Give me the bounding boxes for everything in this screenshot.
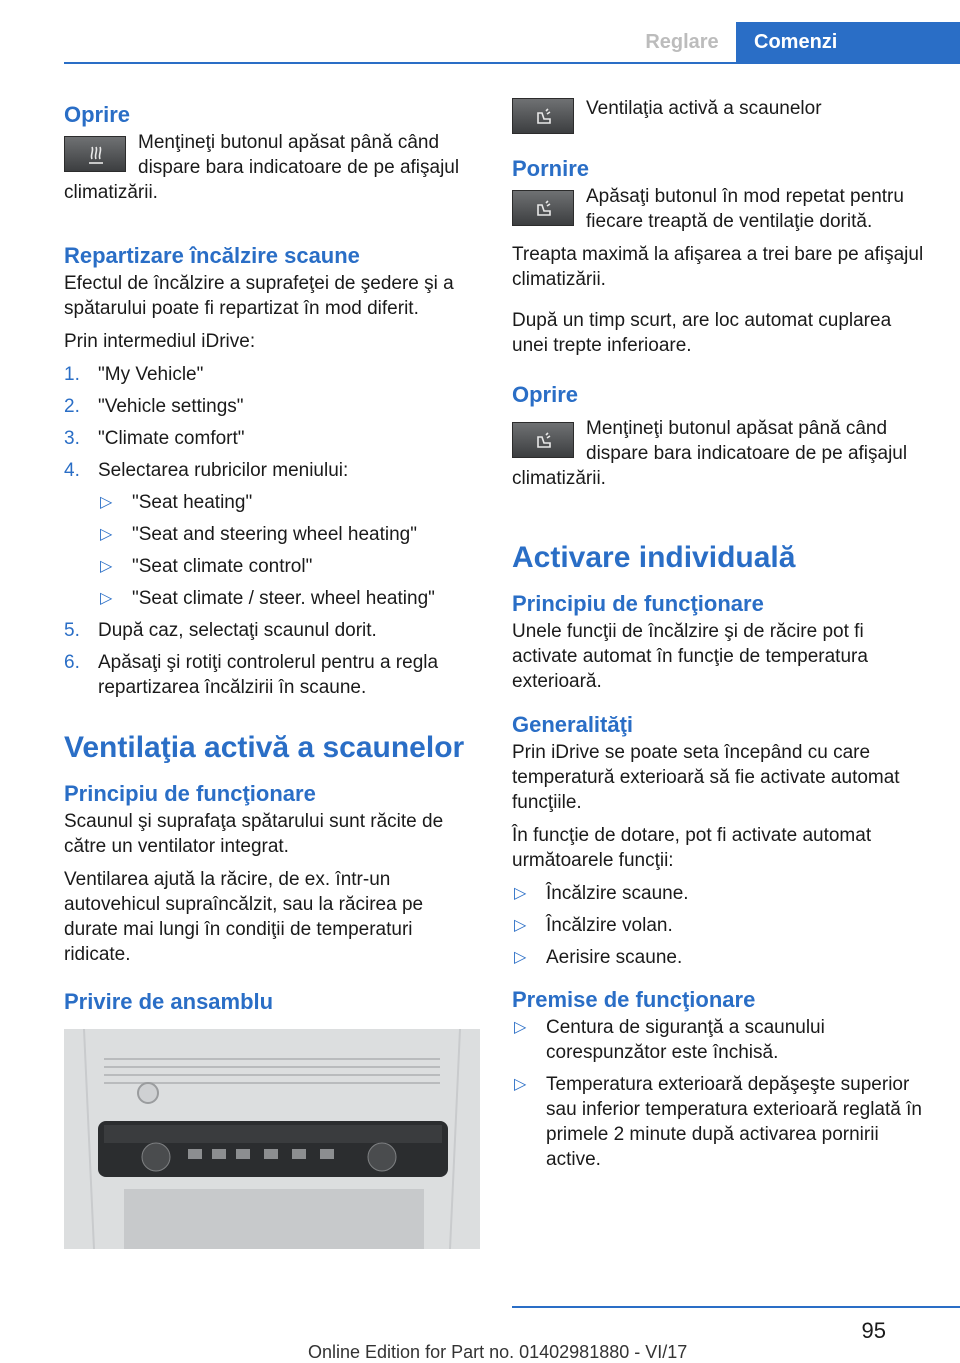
list-item: ▷ Centura de siguranţă a scaunului corespunzător este închisă. <box>514 1017 825 1063</box>
steps-list <box>64 362 476 483</box>
triangle-bullet-icon: ▷ <box>514 1019 527 1036</box>
principiu-text-2: Ventilarea ajută la răcire, de ex. într-un autovehicul supraîncălzit, sau la răcirea pe durate mai lungi în condiţii de temperaturi ridicate. <box>64 869 424 965</box>
triangle-bullet-icon: ▷ <box>514 885 527 902</box>
substeps-list <box>64 490 476 611</box>
principiu-text-1: Scaunul şi suprafaţa spătarului sunt răcite de către un ventilator integrat. <box>64 811 444 857</box>
repartizare-text: Efectul de încălzire a suprafeţei de şedere şi a spătarului poate fi repartizat în mod diferit. <box>64 273 454 319</box>
list-item: ▷ Încălzire scaune. <box>514 883 689 904</box>
privire-heading: Privire de ansamblu <box>64 989 274 1014</box>
seat-heating-button-icon <box>64 136 126 172</box>
pornire-text: Apăsaţi butonul în mod repetat pentru fiecare treaptă de ventilaţie dorită. <box>586 186 904 232</box>
left-column <box>64 100 476 1249</box>
treapta-text: Treapta maximă la afişarea a trei bare pe afişajul climatizării. <box>512 244 924 290</box>
principiu-heading: Principiu de funcţionare <box>64 781 316 806</box>
premise-list <box>512 1015 926 1172</box>
triangle-bullet-icon: ▷ <box>100 494 113 511</box>
triangle-bullet-icon: ▷ <box>514 949 527 966</box>
triangle-bullet-icon: ▷ <box>514 917 527 934</box>
tab-reglare[interactable]: Reglare <box>645 31 719 53</box>
ventilation-icon-block <box>512 92 926 136</box>
triangle-bullet-icon: ▷ <box>514 1076 527 1093</box>
list-item: ▷ "Seat heating" <box>100 492 253 513</box>
list-item: 3. "Climate comfort" <box>64 428 245 449</box>
principiu-text-right: Unele funcţii de încălzire şi de răcire pot fi activate automat în funcţie de temperatura exterioară. <box>512 621 868 692</box>
footer-rule <box>512 1306 960 1308</box>
ventilatie-heading: Ventilaţia activă a scaunelor <box>64 731 465 764</box>
oprire-heading-right: Oprire <box>512 382 579 407</box>
list-item: ▷ Încălzire volan. <box>514 915 673 936</box>
list-item: 6. Apăsaţi şi rotiţi controlerul pentru a regla repartizarea încălzirii în scaune. <box>64 652 439 698</box>
oprire-text: Menţineţi butonul apăsat până când dispare bara indicatoare de pe afişajul climatizării. <box>64 132 460 203</box>
idrive-intro: Prin intermediul iDrive: <box>64 331 256 352</box>
list-item: ▷ "Seat climate control" <box>100 556 313 577</box>
page-number: 95 <box>861 1318 886 1343</box>
oprire-heading: Oprire <box>64 102 131 127</box>
triangle-bullet-icon: ▷ <box>100 526 113 543</box>
ventilation-caption: Ventilaţia activă a scaunelor <box>586 98 822 119</box>
premise-heading: Premise de funcţionare <box>512 987 756 1012</box>
list-item: ▷ "Seat climate / steer. wheel heating" <box>100 588 435 609</box>
generalitati-heading: Generalităţi <box>512 712 634 737</box>
header-rule <box>64 62 960 64</box>
list-item: 5. După caz, selectaţi scaunul dorit. <box>64 620 377 641</box>
climate-control-panel-image <box>64 1029 480 1249</box>
generalitati-text-1: Prin iDrive se poate seta începând cu care temperatură exterioară să fie activate automat funcţiile. <box>512 742 900 813</box>
list-item: 2. "Vehicle settings" <box>64 396 244 417</box>
tab-comenzi[interactable]: Comenzi <box>736 22 960 62</box>
triangle-bullet-icon: ▷ <box>100 558 113 575</box>
principiu-heading-right: Principiu de funcţionare <box>512 591 764 616</box>
generalitati-text-2: În funcţie de dotare, pot fi activate automat următoarele funcţii: <box>512 825 872 871</box>
pornire-block <box>512 184 926 242</box>
list-item: ▷ Temperatura exterioară depăşeşte superior sau inferior temperatura exterioară reglată în primele 2 minute după activarea pornirii active. <box>514 1074 922 1170</box>
list-item: 1. "My Vehicle" <box>64 364 204 385</box>
list-item: ▷ "Seat and steering wheel heating" <box>100 524 417 545</box>
steps-list-2 <box>64 618 476 700</box>
seat-ventilation-button-icon <box>512 422 574 458</box>
list-item: 4. Selectarea rubricilor meniului: <box>64 460 349 481</box>
edition-label: Online Edition for Part no. 01402981880 - VI/17 <box>308 1342 688 1362</box>
oprire-text-right: Menţineţi butonul apăsat până când dispare bara indicatoare de pe afişajul climatizării. <box>512 418 908 489</box>
oprire-block <box>64 130 476 213</box>
functions-list <box>512 881 926 970</box>
activare-heading: Activare individuală <box>512 541 796 574</box>
seat-ventilation-button-icon <box>512 98 574 134</box>
seat-ventilation-button-icon <box>512 190 574 226</box>
oprire-block-right <box>512 416 926 499</box>
dupa-text: După un timp scurt, are loc automat cuplarea unei trepte inferioare. <box>512 310 892 356</box>
right-column <box>512 100 926 1179</box>
triangle-bullet-icon: ▷ <box>100 590 113 607</box>
list-item: ▷ Aerisire scaune. <box>514 947 683 968</box>
pornire-heading: Pornire <box>512 156 590 181</box>
repartizare-heading: Repartizare încălzire scaune <box>64 243 360 268</box>
